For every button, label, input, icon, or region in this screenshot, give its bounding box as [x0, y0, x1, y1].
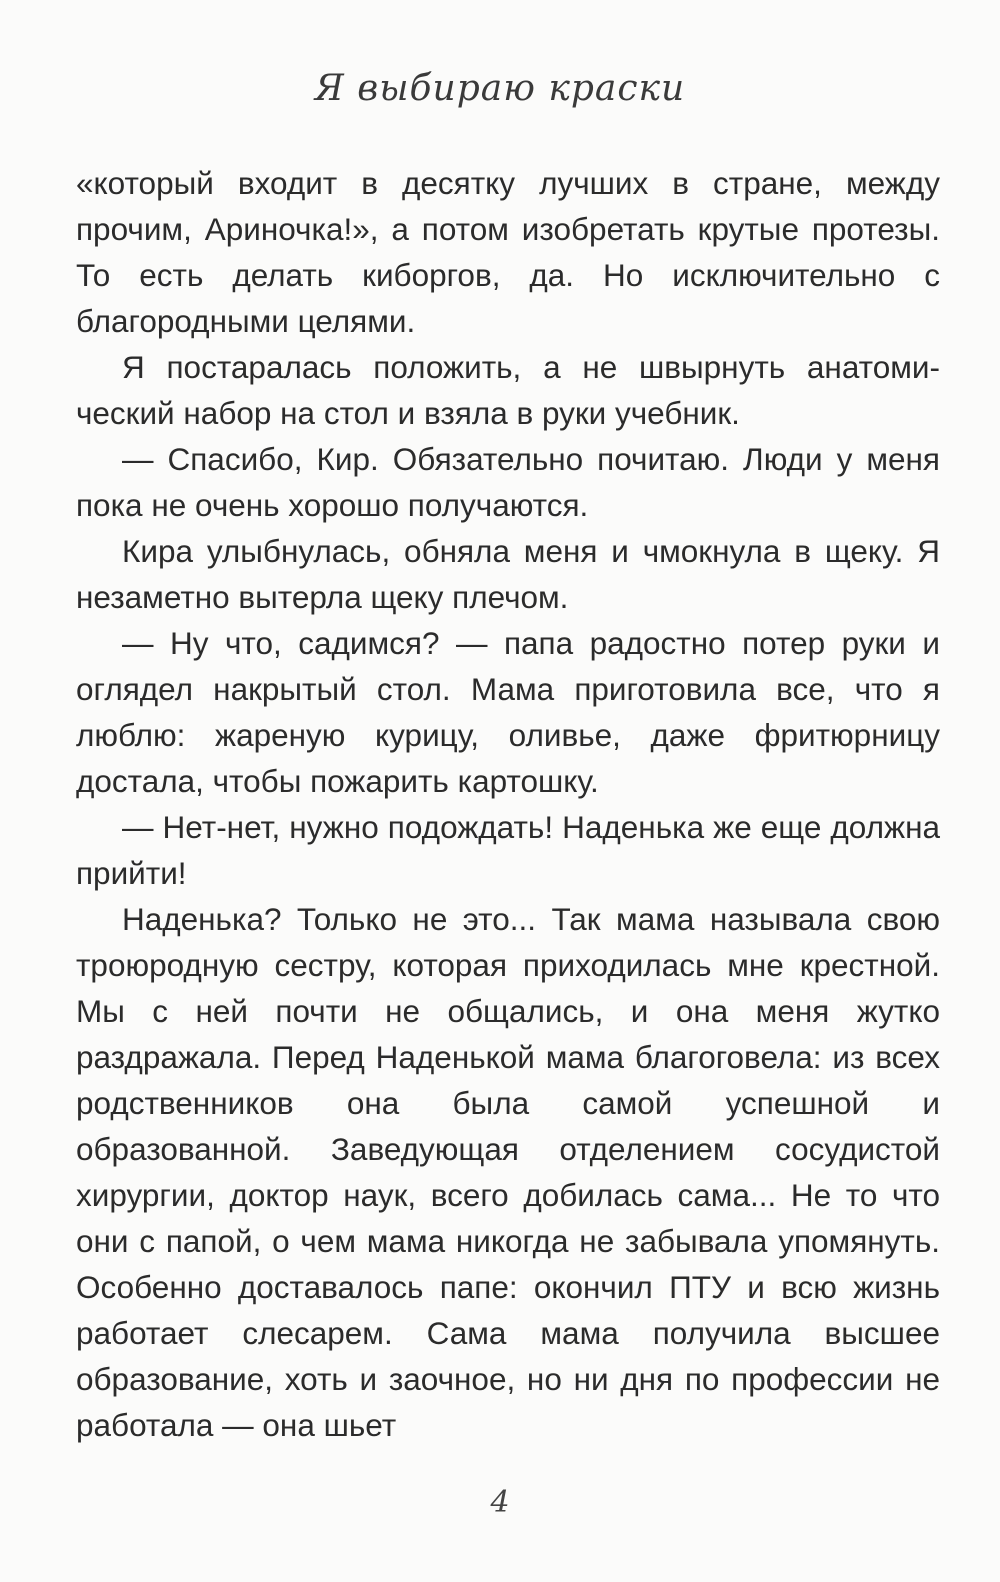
dialogue-paragraph: — Ну что, садимся? — папа радостно потер руки и оглядел накрытый стол. Мама приготовила все, что я люблю: жареную курицу, оливье, даже фритюрницу достала, чтобы пожарить картошку.: [76, 625, 940, 799]
body-text: [76, 160, 940, 1448]
paragraph-continuation: «который входит в десятку лучших в стране, между прочим, Ариночка!», а потом изобретать крутые протезы. То есть делать киборгов, да. Но исключительно с благородными целями.: [76, 165, 940, 339]
paragraph: Наденька? Только не это... Так мама называла свою троюродную сестру, которая приходилась мне крестной. Мы с ней почти не общались, и она меня жутко раздражала. Перед Наденькой мама благоговела: из всех родственников она была самой успешной и образованной. Заведующая отделением сосудистой хирургии, доктор наук, всего добилась сама... Не то что они с папой, о чем мама никогда не забывала упомянуть. Особенно доставалось папе: окончил ПТУ и всю жизнь работает слесарем. Сама мама получила высшее образование, хоть и заочное, но ни дня по профессии не работала — она шьет: [76, 901, 940, 1443]
dialogue-paragraph: — Спасибо, Кир. Обязательно почитаю. Люди у меня пока не очень хорошо получаются.: [76, 441, 940, 523]
dialogue-paragraph: — Нет-нет, нужно подождать! Наденька же еще должна прийти!: [76, 809, 940, 891]
paragraph: Кира улыбнулась, обняла меня и чмокнула в щеку. Я незаметно вытерла щеку плечом.: [76, 533, 940, 615]
running-head: Я выбираю краски: [314, 68, 686, 109]
page-number: 4: [490, 1485, 510, 1520]
paragraph: Я постаралась положить, а не швырнуть анатомический набор на стол и взяла в руки учебник.: [76, 349, 940, 431]
